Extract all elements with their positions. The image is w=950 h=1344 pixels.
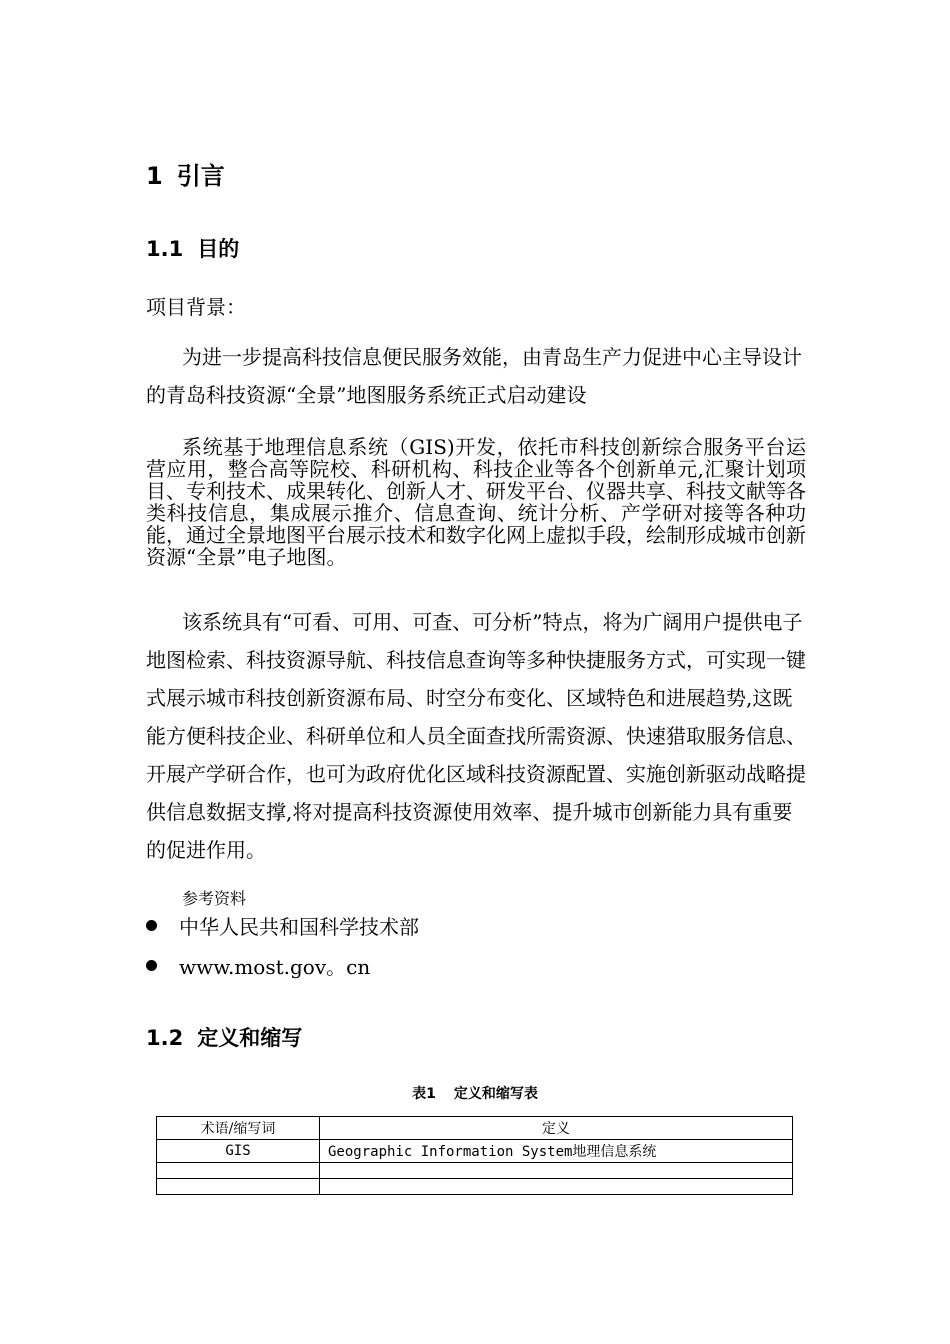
paragraph-system: 系统基于地理信息系统（GIS)开发，依托市科技创新综合服务平台运营应用，整合高等院校、科研机构、科技企业等各个创新单元,汇聚计划项目、专利技术、成果转化、创新人才、研发平台、仪器共享、科技文献等各类科技信息，集成展示推介、信息查询、统计分析、产学研对接等各种功能，通过全景地图平台展示技术和数字化网上虚拟手段，绘制形成城市创新资源“全景”电子地图。 — [146, 435, 806, 569]
reference-text: www.most.gov。cn — [179, 955, 371, 979]
term-cell — [157, 1163, 320, 1179]
definitions-table — [156, 1116, 793, 1195]
table-header-row — [157, 1117, 793, 1140]
section-number: 1 — [146, 162, 163, 190]
section-number: 1.2 — [146, 1026, 184, 1050]
table-caption-label: 表1 — [412, 1086, 436, 1102]
section-heading-1-2 — [146, 1022, 302, 1052]
table-row — [157, 1140, 793, 1163]
table-caption-title: 定义和缩写表 — [453, 1086, 538, 1102]
section-number: 1.1 — [146, 237, 184, 261]
reference-item — [146, 911, 419, 940]
references-label: 参考资料 — [182, 889, 247, 908]
reference-item — [146, 951, 370, 980]
section-heading-1-1 — [146, 233, 239, 263]
table-row — [157, 1163, 793, 1179]
definition-cell — [320, 1163, 793, 1179]
term-cell — [157, 1179, 320, 1195]
paragraph-intro: 为进一步提高科技信息便民服务效能，由青岛生产力促进中心主导设计的青岛科技资源“全景”地图服务系统正式启动建设 — [146, 345, 802, 407]
term-cell: GIS — [157, 1140, 320, 1163]
section-title: 定义和缩写 — [197, 1026, 303, 1050]
definition-cell — [320, 1179, 793, 1195]
reference-text: 中华人民共和国科学技术部 — [179, 915, 419, 939]
section-heading-1 — [146, 156, 225, 191]
background-label: 项目背景： — [146, 295, 246, 319]
section-title: 引言 — [176, 162, 225, 190]
section-title: 目的 — [197, 237, 240, 261]
table-row — [157, 1179, 793, 1195]
paragraph-features: 该系统具有“可看、可用、可查、可分析”特点，将为广阔用户提供电子地图检索、科技资源导航、科技信息查询等多种快捷服务方式，可实现一键式展示城市科技创新资源布局、时空分布变化、区域特色和进展趋势,这既能方便科技企业、科研单位和人员全面查找所需资源、快速猎取服务信息、开展产学研合作，也可为政府优化区域科技资源配置、实施创新驱动战略提供信息数据支撑,将对提高科技资源使用效率、提升城市创新能力具有重要的促进作用。 — [146, 610, 806, 862]
table-caption — [0, 1083, 950, 1103]
definition-cell: Geographic Information System地理信息系统 — [320, 1140, 793, 1163]
bullet-icon — [146, 920, 157, 931]
column-header-definition: 定义 — [320, 1117, 793, 1140]
column-header-term: 术语/缩写词 — [157, 1117, 320, 1140]
bullet-icon — [146, 960, 157, 971]
